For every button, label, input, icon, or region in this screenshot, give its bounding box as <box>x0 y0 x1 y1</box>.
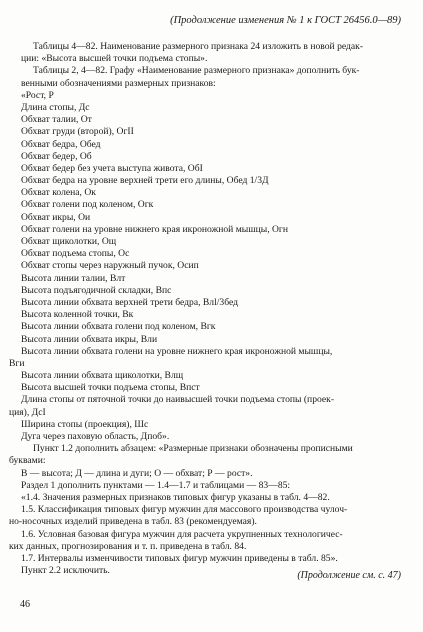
document-body <box>9 41 403 577</box>
text-line: В — высота; Д — длина и дуги; О — обхват; Р — рост». <box>21 467 253 479</box>
text-line: Обхват бедер, Об <box>21 150 92 162</box>
page-number: 46 <box>20 599 30 610</box>
text-line: Обхват икры, Ои <box>21 211 91 223</box>
text-line: Обхват талии, От <box>21 114 92 126</box>
text-line: Обхват бедра на уровне верхней трети его длины, Обед 1/3Д <box>21 175 269 187</box>
text-line: Ширина стопы (проекция), Шс <box>21 418 149 430</box>
text-line: Таблицы 4—82. Наименование размерного признака 24 изложить в новой редак- <box>33 41 364 52</box>
text-line: Высота линии обхвата икры, Вли <box>21 333 158 345</box>
text-line: Обхват голени на уровне нижнего края икроножной мышцы, Огн <box>21 223 288 235</box>
text-line: Обхват груди (второй), ОгII <box>21 126 134 138</box>
text-line: Раздел 1 дополнить пунктами — 1.4—1.7 и таблицами — 83—85: <box>21 479 291 491</box>
text-line: Обхват голени под коленом, Огк <box>21 199 154 211</box>
text-line: Таблицы 2, 4—82. Графу «Наименование размерного признака» дополнить бук- <box>33 65 360 77</box>
text-line: Обхват колена, Ок <box>21 187 96 199</box>
text-line: «Рост, Р <box>21 89 54 101</box>
text-line: 1.6. Условная базовая фигура мужчин для расчета укрупненных технологичес- <box>21 528 343 540</box>
text-line: 1.5. Классификация типовых фигур мужчин для массового производства чулоч- <box>21 504 348 516</box>
text-line: Высота линии обхвата голени под коленом, Вгк <box>21 321 216 333</box>
text-line: Пункт 2.2 исключить. <box>21 565 110 577</box>
text-line: Обхват стопы через наружный пучок, Осип <box>21 260 199 272</box>
text-line: Длина стопы, Дс <box>21 101 90 113</box>
text-line: Обхват щиколотки, Ощ <box>21 236 117 247</box>
text-line: ция), ДсI <box>9 406 46 418</box>
text-line: «1.4. Значения размерных признаков типовых фигур указаны в табл. 4—82. <box>21 491 330 503</box>
text-line: ких данных, прогнозирования и т. п. приведена в табл. 84. <box>9 540 247 552</box>
text-line: Обхват бедер без учета выступа живота, ОбI <box>21 162 203 174</box>
text-line: ции: «Высота высшей точки подъема стопы». <box>21 53 208 65</box>
text-line: Пункт 1.2 дополнить абзацем: «Размерные признаки обозначены прописными <box>33 443 353 455</box>
text-line: Высота линии талии, Влт <box>21 272 126 284</box>
text-line: буквами: <box>9 455 46 467</box>
text-line: Вги <box>9 357 25 369</box>
text-line: Обхват бедра, Обед <box>21 138 101 150</box>
text-line: но-носочных изделий приведена в табл. 83 (рекомендуемая). <box>9 516 257 528</box>
text-line: Высота линии обхвата голени на уровне нижнего края икроножной мышцы, <box>21 345 333 357</box>
text-line: Длина стопы от пяточной точки до наивысшей точки подъема стопы (проек- <box>21 394 335 406</box>
text-line: венными обозначениями размерных признаков: <box>21 77 216 89</box>
text-line: Дуга через паховую область, Дпоб». <box>21 431 170 442</box>
page-header: (Продолжение изменения № 1 к ГОСТ 26456.0—89) <box>170 15 401 26</box>
text-line: 1.7. Интервалы изменчивости типовых фигур мужчин приведены в табл. 85». <box>21 552 338 564</box>
text-line: Высота высшей точки подъема стопы, Впст <box>21 382 200 394</box>
text-line: Обхват подъема стопы, Ос <box>21 248 130 260</box>
text-line: Высота линии обхвата щиколотки, Влщ <box>21 370 184 382</box>
continuation-note: (Продолжение см. с. 47) <box>297 570 401 581</box>
text-line: Высота линии обхвата верхней трети бедра, Влl/3бед <box>21 296 238 308</box>
text-line: Высота подъягодичной складки, Впс <box>21 284 172 296</box>
text-line: Высота коленной точки, Вк <box>21 309 134 321</box>
